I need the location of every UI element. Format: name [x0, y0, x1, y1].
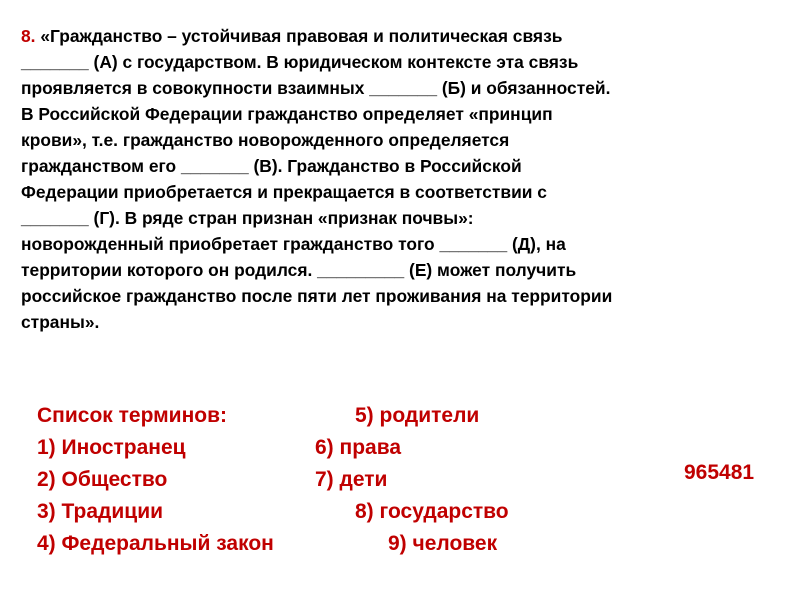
- terms-list: [37, 400, 597, 560]
- term-item-1: 1) Иностранец: [37, 436, 186, 459]
- term-item-4: 4) Федеральный закон: [37, 532, 274, 555]
- term-item-2: 2) Общество: [37, 468, 168, 491]
- question-text: [21, 23, 791, 335]
- terms-heading: Список терминов:: [37, 404, 227, 427]
- term-item-7: 7) дети: [315, 468, 388, 491]
- term-item-9: 9) человек: [388, 532, 498, 555]
- question-body: «Гражданство – устойчивая правовая и политическая связь _______ (А) с государством. В юридическом контексте эта связь проявляется в совокупности взаимных _______ (Б) и обязанностей. В Российской Федерации гражданство определяет «принцип крови», т.е. гражданство новорожденного определяется гражданством его _______ (В). Гражданство в Российской Федерации приобретается и прекращается в соответствии с _______ (Г). В ряде стран признан «признак почвы»: новорожденный приобретает гражданство того _______ (Д), на территории которого он родился. _________ (Е) может получить российское гражданство после пяти лет проживания на территории страны».: [21, 26, 613, 332]
- question-number: 8.: [21, 26, 36, 46]
- term-item-8: 8) государство: [355, 500, 509, 523]
- answer-code: 965481: [684, 461, 755, 484]
- term-item-3: 3) Традиции: [37, 500, 164, 523]
- term-item-6: 6) права: [315, 436, 402, 459]
- term-item-5: 5) родители: [355, 404, 480, 427]
